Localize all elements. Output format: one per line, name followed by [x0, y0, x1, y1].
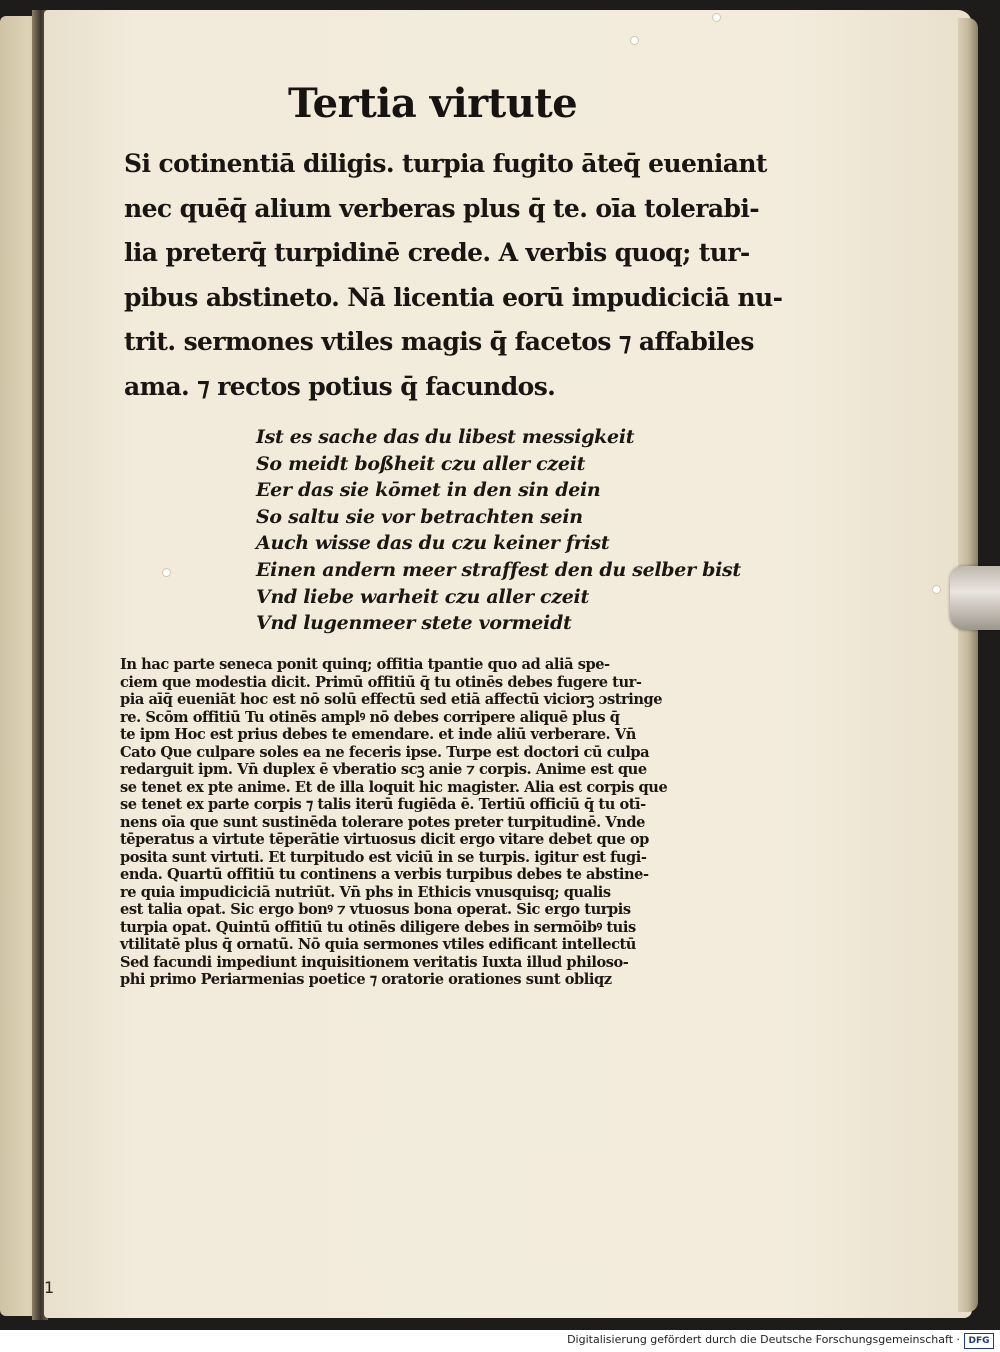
- commentary-line: ciem que modestia dicit. Primū offitiū q̄ tu otinēs debes fugere tur-: [120, 673, 642, 691]
- commentary-line: Cato Que culpare soles ea ne feceris ipse. Turpe est doctori cū culpa: [120, 743, 650, 761]
- commentary-line: est talia opat. Sic ergo bonꝰ ⁊ vtuosus bona operat. Sic ergo turpis: [120, 901, 631, 918]
- text-line: Si cotinentiā diligis. turpia fugito āteq̄ eueniant: [124, 149, 767, 178]
- verse-line: So saltu sie vor betrachten sein: [256, 505, 583, 528]
- dfg-logo: DFG: [964, 1333, 994, 1349]
- commentary-line: re quia impudiciciā nutriūt. Vn̄ phs in Ethicis vnusquisq; qualis: [120, 883, 611, 901]
- verse-line: Einen andern meer straffest den du selber bist: [256, 558, 741, 581]
- show-through-ink: [154, 90, 166, 130]
- verse-line: Vnd lugenmeer stete vormeidt: [256, 612, 572, 635]
- binding-hole: [162, 568, 171, 577]
- commentary-line: vtilitatē plus q̄ ornatū. Nō quia sermones vtiles edificant intellectū: [120, 936, 636, 953]
- text-line: trit. sermones vtiles magis q̄ facetos ⁊ affabiles: [124, 327, 754, 356]
- commentary-line: pia aīq̄ eueniāt hoc est nō solū effectū sed etiā affectū viciorꝫ ɔstringe: [120, 691, 663, 708]
- text-line: pibus abstineto. Nā licentia eorū impudiciciā nu-: [124, 282, 783, 312]
- commentary-line: posita sunt virtuti. Et turpitudo est viciū in se turpis. igitur est fugi-: [120, 848, 647, 866]
- binding-hole: [712, 13, 721, 22]
- binding-hole: [630, 36, 639, 45]
- binding-hole: [932, 585, 941, 594]
- main-latin-text: [124, 142, 783, 409]
- commentary-line: se tenet ex pte anime. Et de illa loquit hic magister. Alia est corpis que: [120, 778, 668, 796]
- commentary-line: te ipm Hoc est prius debes te emendare. et inde aliū verberare. Vn̄: [120, 726, 636, 743]
- verse-line: Vnd liebe warheit czu aller czeit: [256, 585, 589, 608]
- verse-line: Ist es sache das du libest messigkeit: [256, 426, 635, 448]
- verse-line: Eer das sie kōmet in den sin dein: [256, 479, 601, 502]
- text-line: nec quēq̄ alium verberas plus q̄ te. oīa tolerabi-: [124, 193, 760, 223]
- commentary-line: nens oīa que sunt sustinēda tolerare potes preter turpitudinē. Vnde: [120, 813, 645, 831]
- folio-mark: 1: [44, 1278, 55, 1297]
- commentary-line: re. Scōm offitiū Tu otinēs amplꝰ nō debes corripere aliquē plus q̄: [120, 708, 620, 726]
- commentary-line: Sed facundi impediunt inquisitionem veritatis Iuxta illud philoso-: [120, 953, 629, 971]
- text-line: ama. ⁊ rectos potius q̄ facundos.: [124, 371, 556, 401]
- commentary-line: In hac parte seneca ponit quinq; offitia tpantie quo ad aliā spe-: [120, 656, 610, 673]
- commentary-line: phi primo Periarmenias poetice ⁊ oratorie orationes sunt obliqz: [120, 971, 612, 988]
- commentary-line: tēperatus a virtute tēperātie virtuosus dicit ergo vitare debet que op: [120, 831, 649, 848]
- verse-line: Auch wisse das du czu keiner frist: [256, 532, 610, 555]
- text-line: lia preterq̄ turpidinē crede. A verbis quoq; tur-: [124, 238, 750, 267]
- page-stack-edge: [958, 18, 978, 1312]
- funding-credit: Digitalisierung gefördert durch die Deutsche Forschungsgemeinschaft ·: [567, 1333, 960, 1346]
- commentary-line: redarguit ipm. Vn̄ duplex ē vberatio scꝫ anie ⁊ corpis. Anime est que: [120, 761, 647, 778]
- commentary-text: [120, 656, 700, 989]
- german-verse: [256, 424, 741, 637]
- commentary-line: turpia opat. Quintū offitiū tu otinēs diligere debes in sermōibꝰ tuis: [120, 918, 636, 936]
- commentary-line: enda. Quartū offitiū tu continens a verbis turpibus debes te abstine-: [120, 866, 649, 883]
- commentary-line: se tenet ex parte corpis ⁊ talis iterū fugiēda ē. Tertiū officiū q̄ tu otī-: [120, 796, 646, 813]
- page-tab-marker: [950, 566, 1000, 630]
- verse-line: So meidt boßheit czu aller czeit: [256, 452, 586, 475]
- footer-bar: [0, 1330, 1000, 1352]
- section-heading: Tertia virtute: [288, 80, 578, 127]
